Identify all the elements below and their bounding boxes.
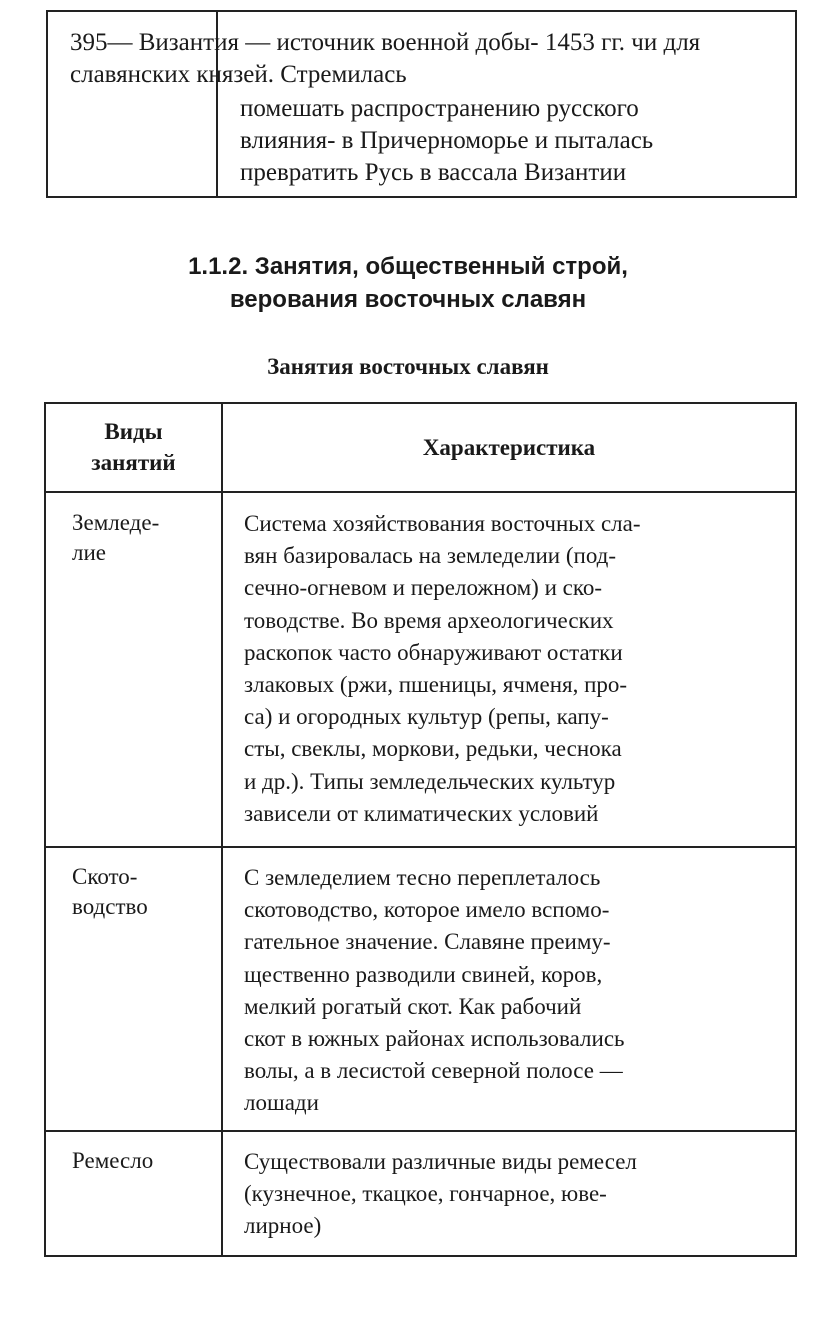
row-text-line: Система хозяйствования восточных сла-: [244, 511, 641, 536]
row-text: [244, 1146, 637, 1243]
row-text-line: товодстве. Во время археологических: [244, 607, 614, 633]
header-col1-line-1: Виды: [104, 419, 163, 444]
row-text-line: лошади: [244, 1090, 319, 1116]
header-col1-line-2: занятий: [91, 450, 176, 475]
row-text-line: раскопок часто обнаруживают остатки: [244, 639, 623, 665]
row-text-line: са) и огородных культур (репы, капу-: [244, 704, 609, 730]
row-divider: [46, 1130, 795, 1132]
header-col2: Характеристика: [422, 435, 596, 460]
row-text-line: мелкий рогатый скот. Как рабочий: [244, 993, 582, 1019]
row-text-line: волы, а в лесистой северной полосе —: [244, 1058, 623, 1084]
row-label-line: лие: [72, 540, 106, 565]
row-text-line: сты, свеклы, моркови, редьки, чеснока: [244, 736, 622, 762]
fragment-line-5: превратить Русь в вассала Византии: [240, 159, 627, 186]
fragment-line-2: славянских князей. Стремилась: [70, 61, 407, 88]
row-label-line: Ското-: [72, 864, 138, 889]
previous-table-fragment: [46, 10, 797, 198]
row-text: [244, 862, 625, 1120]
row-text-line: и др.). Типы земледельческих культур: [244, 768, 616, 794]
row-text-line: лирное): [244, 1213, 322, 1239]
fragment-line-4: влияния- в Причерноморье и пыталась: [240, 127, 654, 154]
occupations-table: [44, 402, 797, 1257]
column-divider: [221, 404, 223, 1255]
row-text-line: злаковых (ржи, пшеницы, ячменя, про-: [244, 672, 628, 698]
table-caption: Занятия восточных славян: [267, 354, 549, 379]
row-label-line: Ремесло: [72, 1148, 154, 1173]
row-label: [72, 508, 159, 568]
row-text-line: скот в южных районах использовались: [244, 1026, 625, 1052]
fragment-line-1: 395— Византия — источник военной добы- 1453 гг. чи для: [70, 29, 701, 56]
section-title-line-1: 1.1.2. Занятия, общественный строй,: [188, 253, 628, 280]
fragment-line-3: помешать распространению русского: [240, 95, 639, 122]
row-text-line: вян базировалась на земледелии (под-: [244, 543, 617, 569]
row-label-line: водство: [72, 894, 148, 919]
row-text-line: щественно разводили свиней, коров,: [244, 961, 603, 987]
row-text-line: зависели от климатических условий: [244, 800, 599, 826]
row-label-line: Земледе-: [72, 510, 160, 535]
row-label: [72, 862, 148, 922]
row-divider: [46, 846, 795, 848]
row-text-line: сечно-огневом и переложном) и ско-: [244, 575, 603, 601]
row-text: [244, 508, 641, 830]
row-text-line: (кузнечное, ткацкое, гончарное, юве-: [244, 1181, 607, 1207]
row-text-line: Существовали различные виды ремесел: [244, 1149, 637, 1174]
row-text-line: гательное значение. Славяне преиму-: [244, 929, 611, 955]
row-text-line: С земледелием тесно переплеталось: [244, 865, 601, 890]
header-divider: [46, 491, 795, 493]
section-title-line-2: верования восточных славян: [229, 286, 587, 313]
row-label: [72, 1146, 153, 1176]
row-text-line: скотоводство, которое имело вспомо-: [244, 897, 610, 923]
